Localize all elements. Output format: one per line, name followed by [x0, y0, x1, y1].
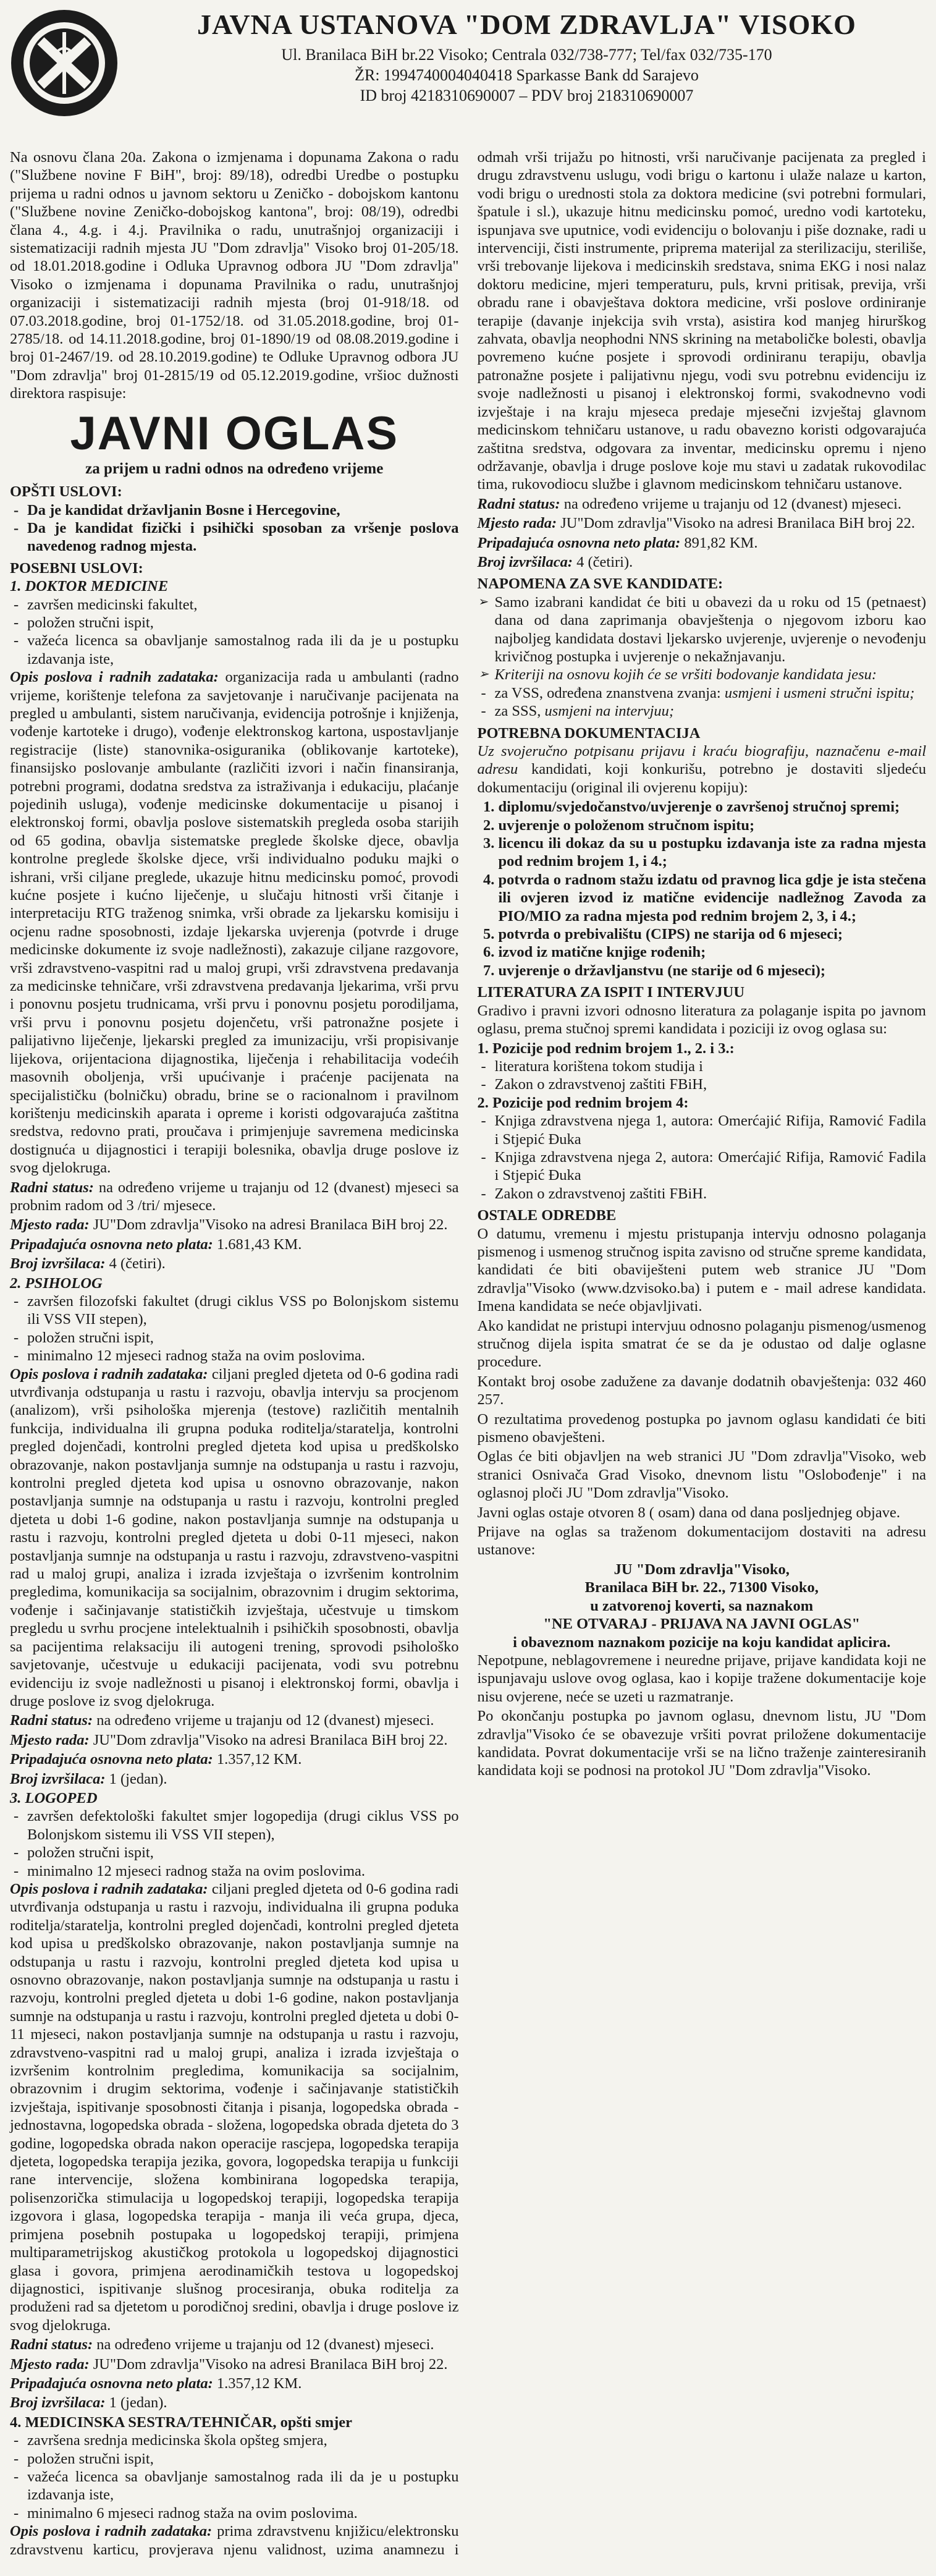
literature-intro: Gradivo i pravni izvori odnosno literatura za polaganje ispita po javnom oglasu, prema stučnoj spremi kandidata i poziciji iz ovog oglasa su: [477, 1002, 926, 1038]
list-item: 7. uvjerenje o državljanstvu (ne starije od 6 mjeseci); [499, 962, 927, 980]
paragraph: Kontakt broj osobe zadužene za davanje dodatnih obavještenja: 032 460 257. [477, 1373, 926, 1409]
address-line: JU "Dom zdravlja"Visoko, [613, 1561, 790, 1578]
general-conditions-heading: OPŠTI USLOVI: [10, 483, 122, 501]
address-line: Branilaca BiH br. 22., 71300 Visoko, [584, 1579, 819, 1596]
executor-count: Broj izvršilaca: 4 (četiri). [477, 553, 633, 570]
list-item: - položen stručni ispit, [27, 2450, 459, 2468]
net-salary: Pripadajuća osnovna neto plata: 1.357,12 KM. [10, 2375, 302, 2392]
address-line: u zatvorenoj koverti, sa naznakom [590, 1597, 814, 1614]
notes-list [478, 593, 927, 684]
list-item: - minimalno 12 mjeseci radnog staža na ovim poslovima. [27, 1347, 459, 1365]
work-status: Radni status: na određeno vrijeme u trajanju od 12 (dvanest) mjeseci. [10, 1712, 434, 1729]
list-item: - Zakon o zdravstvenoj zaštiti FBiH. [495, 1185, 927, 1203]
list-item: - literatura korištena tokom studija i [495, 1057, 927, 1075]
requirements-list [10, 596, 459, 669]
organization-bank-account: ŽR: 1994740004040418 Sparkasse Bank dd Sarajevo [355, 66, 699, 84]
literature-group-label: 2. Pozicije pod rednim brojem 4: [477, 1094, 689, 1111]
documents-intro: Uz svojeručno potpisanu prijavu i kraću biografiju, naznačenu e-mail adresu kandidati, koji konkurišu, potrebno je dostaviti sljedeću dokumentaciju (original ili ovjerenu kopiju): [477, 743, 927, 796]
list-item: - važeća licenca sa obavljanje samostalnog rada ili da je u postupku izdavanja iste, [27, 2468, 459, 2504]
list-item: - završen filozofski fakultet (drugi ciklus VSS po Bolonjskom sistemu ili VSS VII stepen), [27, 1292, 459, 1329]
work-status: Radni status: na određeno vrijeme u trajanju od 12 (dvanest) mjeseci. [477, 495, 902, 512]
paragraph: Po okončanju postupka po javnom oglasu, dnevnom listu, JU "Dom zdravlja"Visoko će se obavezuje vršiti povrat priložene dokumentacije kandidata. Povrat dokumentacije vrši se na lično traženje zainteresiranih kandidata koji se podnosi na protokol JU "Dom zdravlja"Visoko. [477, 1708, 926, 1779]
literature-list [478, 1057, 927, 1094]
duties: Opis poslova i radnih zadataka: prima zdravstvenu knjižicu/elektronsku zdravstvenu karticu, provjerava njenu validnost, uzima anamnezu i odmah vrši trijažu po hitnosti, vrši naručivanje pacijenata za pregled i drugu zdravstvenu uslugu, vodi brigu o kartonu i ulaže nalaze u karton, vodi brigu o urednosti stola za doktora medicine (svi potrebni formulari, špatule i sl.), ukazuje hitnu medicinsku pomoć, uredno vodi kartoteku, ispunjava sve uputnice, vodi evidenciju o bolovanju i piše doznake, radi u intervenciji, čisti instrumente, pripremа materijal za sterilizaciju, steriliše, vrši trebovanje lijekova i medicinskih sredstava, snima EKG i nosi nalaz doktoru medicine, mjeri temperaturu, puls, krvni pritisak, previja, vrši obradu rane i obavještava doktora medicine, vrši poslove ordiniranje terapije (davanje injekcija svih vrsta), asistira kod manjeg hirurškog zahvata, obavlja neophodni NNS skrining na metaboličke bolesti, obavlja povremeno kućne posjete i sprovodi ordiniranu terapiju, obavlja patronažne posjete i palijativnu njegu, vodi svu potrebnu evidenciju iz svoje nadležnosti u pisanoj i elektronskoj formi, svakodnevno vodi izvještaje i na kraju mjeseca predaje mjesečni izvještaj glavnom medicinskom tehničaru ustanove, u radu obavezno koristi odgovarajuća zaštitna sredstva, odgovara za inventar, medicinsku opremu i njeno održavanje, obavlja i druge poslove koje mu stavi u zadatak rukovodilac tima, rukovodiocu službe i glavnom medicinskom tehničaru ustanove. [10, 149, 926, 2558]
position-title: 1. DOKTOR MEDICINE [10, 578, 169, 595]
notes-heading: NAPOMENA ZA SVE KANDIDATE: [477, 575, 723, 593]
work-place: Mjesto rada: JU"Dom zdravlja"Visoko na adresi Branilaca BiH broj 22. [477, 515, 915, 532]
list-item: - minimalno 12 mjeseci radnog staža na ovim poslovima. [27, 1862, 459, 1880]
paragraph: Prijave na oglas sa traženom dokumentacijom dostaviti na adresu ustanove: [477, 1523, 926, 1559]
paragraph: Oglas će biti objavljen na web stranici JU "Dom zdravlja"Visoko, web stranici Osnivača Grad Visoko, dnevnom listu "Oslobođenje" i na oglasnoj ploči JU "Dom zdravlja"Visoko. [477, 1448, 926, 1502]
list-item: - za SSS, usmjeni na intervjuu; [495, 702, 927, 720]
dom-zdravlja-logo-icon [9, 7, 120, 119]
net-salary: Pripadajuća osnovna neto plata: 1.357,12 KM. [10, 1751, 302, 1768]
requirements-list [10, 1292, 459, 1365]
organization-name: JAVNA USTANOVA "DOM ZDRAVLJA" VISOKO [197, 9, 856, 40]
requirements-list [10, 1807, 459, 1880]
paragraph: O datumu, vremenu i mjestu pristupanja intervju odnosno polaganja pismenog i usmenog stručnog ispita zavisno od stručne spreme kandidata, kandidati će biti obaviješteni putem web stranice JU "Dom zdravlja"Visoko (www.dzvisoko.ba) i putem e - mail adrese kandidata. Imena kandidata se neće objavljivati. [477, 1225, 926, 1315]
position-doctor [10, 577, 459, 1273]
literature-list [478, 1112, 927, 1203]
organization-info [130, 9, 924, 106]
organization-address: Ul. Branilaca BiH br.22 Visoko; Centrala 032/738-777; Tel/fax 032/735-170 [281, 46, 772, 64]
list-item: - Knjiga zdravstvena njega 2, autora: Omerćajić Rifija, Ramović Fadila i Stjepić Đuka [495, 1148, 927, 1185]
special-conditions-heading: POSEBNI USLOVI: [10, 559, 143, 577]
position-title: 3. LOGOPED [10, 1789, 98, 1807]
article-body [10, 148, 926, 2566]
documents-list [478, 798, 927, 980]
list-item: 2. uvjerenje o položenom stručnom ispitu; [499, 816, 927, 834]
criteria-list [478, 684, 927, 721]
paragraph: O rezultatima provedenog postupka po javnom oglasu kandidati će biti pismeno obavješteni. [477, 1410, 926, 1446]
paragraph: Ako kandidat ne pristupi intervjuu odnosno polaganju pismenog/usmenog stručnog dijela ispita smatrat će se da je odustao od dalje oglasne procedure. [477, 1317, 926, 1371]
executor-count: Broj izvršilaca: 4 (četiri). [10, 1255, 166, 1273]
literature-heading: LITERATURA ZA ISPIT I INTERVJUU [477, 984, 745, 1001]
duties: Opis poslova i radnih zadataka: organizacija rada u ambulanti (radno vrijeme, korištenje telefona za savjetovanje i naručivanje pacijenata na pregled u ambulanti, sistem naručivanja, evidencija potrošnje i knjiženja, vođenje kartoteke i drugo), vođenje elektronskog kartona, uspostavljanje registracije (liste) stanovnika-osiguranika (oblikovanje kartoteke), finansijsko poslovanje ambulante (različiti izvori i način finansiranja, potrebni programi, dodatna sredstva za istraživanja i edukaciju, plaćanje pojedinih usluga), vođenje medicinske dokumentacije u pisanoj i elektronskoj formi, obavlja poslove sistematskih pregleda osoba starijih od 65 godina, obavlja sistematske preglede školske djece, obavlja kontrolne preglede školske djece, vrši individualno poduku majki o ishrani, vrši ciljane preglede, ukazuje hitnu medicinsku pomoć, provodi kućne posjete i kućno liječenje, u slučaju hitnosti vrši čitanje i interpretaciju RTG traženog snimka, vrši obrade za ljekarsku komisiju i ocjenu radne sposobnosti, izdaje ljekarska uvjerenja (potvrde i druge medicinske dokumente iz svoje nadležnosti), zakazuje ciljane razgovore, vrši zdravstveno-vaspitni rad u maloj grupi, vrši zdravstvena predavanja za medicinske tehničare, vrši zdravstvena predavanja ljekarima, vrši prvu i ponovnu posjetu trudnicama, vrši prvu i ponovnu posjetu porodiljama, vrši prvu i ponovnu posjetu dojenčetu, vrši patronažne posjete i palijativno liječenje, ljekarski pregled za imunizaciju, vrši propisivanje lijekova, orijentaciona dijagnostika, liječenja i rehabilitacija vodećih masovnih oboljenja, vrši upućivanje i praćenje pacijenata na specijalističku (bolničku) obradu, brine se o racionalnom i pravilnom korištenju medicinskih aparata i opreme i koristi odgovarajuća zaštitna sredstva, redovno prati, proučava i primjenjuje savremena medicinska dostignuća u dijagnostici i terapiji bolesnika, obavlja druge poslove iz svog djelokruga. [10, 669, 459, 1177]
letterhead [0, 0, 936, 148]
list-item: 1. diplomu/svjedočanstvo/uvjerenje o završenoj stručnoj spremi; [499, 798, 927, 816]
position-speech-therapist [10, 1789, 459, 2412]
literature-group-label: 1. Pozicije pod rednim brojem 1., 2. i 3.: [477, 1040, 735, 1057]
list-item: 4. potvrda o radnom stažu izdatu od pravnog lica gdje je ista stečena ili ovjeren izvod iz matične evidencije nadležnog Zavoda za PIO/MIO za radna mjesta pod rednim brojem 2, 3, i 4.; [499, 871, 927, 925]
list-item: ➢ Samo izabrani kandidat će biti u obavezi da u roku od 15 (petnaest) dana od dana zaprimanja obavještenja o njegovom izboru kao najboljeg kandidata dostavi ljekarsko uvjerenje, uvjerenje o nevođenju krivičnog postupka i uvjerenje o nekažnjavanju. [495, 593, 927, 666]
executor-count: Broj izvršilaca: 1 (jedan). [10, 1770, 167, 1787]
address-line: "NE OTVARAJ - PRIJAVA NA JAVNI OGLAS" [543, 1616, 861, 1633]
list-item: 5. potvrda o prebivalištu (CIPS) ne starija od 6 mjeseci; [499, 925, 927, 943]
position-title: 4. MEDICINSKA SESTRA/TEHNIČAR, opšti smjer [10, 2413, 353, 2431]
position-title: 2. PSIHOLOG [10, 1274, 103, 1292]
duties: Opis poslova i radnih zadataka: ciljani pregled djeteta od 0-6 godina radi utvrđivanja odstupanja u rastu i razvoju, individualna ili grupna poduka roditelja/staratelja, kontrolni pregled dojenčadi, kontrolni pregled djeteta kod upisa u predškolsko obrazovanje, nakon postavljanja sumnje na odstupanja u rastu i razvoju, kontrolni pregled djeteta kod upisa u osnovno obrazovanje, nakon postavljanja sumnje na odstupanja u rastu i razvoju, kontrolni pregled djeteta u dobi 1-6 godine, nakon postavljanja sumnje na odstupanja u rastu i razvoju, kontrolni pregled djeteta u dobi 0-11 mjeseci, nakon postavljanja sumnje na odstupanja u rastu i razvoju, zdravstveno-vaspitni rad u maloj grupi, analiza i izrada izvještaja o izvršenim kontrolnim pregledima, komunikacija sa socijalnim, obrazovnim i drugim sektorima, vođenje i sačinjavanje statističkih izvještaja, ispitivanje sposobnosti čitanja i pisanja, logopedska obrada - jednostavna, logopedska obrada - složena, logopedska obrada djeteta do 3 godine, logopedska obrada nakon operacije rascjepa, logopedska terapija djeteta, logopedska terapija jezika, govora, logopedska terapija u funkciji rane intervencije, složena kombinirana logopedska terapija, polisenzorička stimulacija u logopedskoj terapiji, logopedska terapija izgovora i glasa, logopedska terapija - manja ili veća grupa, djeca, primjena posebnih postupaka u logopedskoj terapiji, primjena multiparametrijskog akustičkog protokola u logopedskoj dijagnostici glasa i govora, primjena aerodinamičkih testova u logopedskoj dijagnostici, ispitivanje slušnog procesiranja, obuka roditelja za produženi rad sa djetetom u porodičnoj sredini, obavlja i druge poslove iz svog djelokruga. [10, 1880, 459, 2334]
work-status: Radni status: na određeno vrijeme u trajanju od 12 (dvanest) mjeseci. [10, 2336, 434, 2354]
net-salary: Pripadajuća osnovna neto plata: 891,82 KM. [477, 534, 758, 551]
work-place: Mjesto rada: JU"Dom zdravlja"Visoko na adresi Branilaca BiH broj 22. [10, 2355, 448, 2373]
list-item: 3. licencu ili dokaz da su u postupku izdavanja iste za radna mjesta pod rednim brojem 1, i 4.; [499, 834, 927, 871]
list-item: - završen defektološki fakultet smjer logopedija (drugi ciklus VSS po Bolonjskom sistemu ili VSS VII stepen), [27, 1807, 459, 1844]
list-item: - položen stručni ispit, [27, 1844, 459, 1862]
list-item: - važeća licenca sa obavljanje samostalnog rada ili da je u postupku izdavanja iste, [27, 632, 459, 668]
executor-count: Broj izvršilaca: 1 (jedan). [10, 2394, 167, 2412]
address-line: i obaveznom naznakom pozicije na koju kandidat aplicira. [513, 1633, 891, 1651]
work-place: Mjesto rada: JU"Dom zdravlja"Visoko na adresi Branilaca BiH broj 22. [10, 1216, 448, 1234]
work-place: Mjesto rada: JU"Dom zdravlja"Visoko na adresi Branilaca BiH broj 22. [10, 1731, 448, 1748]
documents-heading: POTREBNA DOKUMENTACIJA [477, 724, 701, 742]
list-item: - Zakon o zdravstvenoj zaštiti FBiH, [495, 1075, 927, 1093]
list-item: - Da je kandidat državljanin Bosne i Hercegovine, [27, 501, 459, 519]
list-item: - za VSS, određena znanstvena zvanja: usmjeni i usmeni stručni ispitu; [495, 684, 927, 702]
list-item: - Da je kandidat fizički i psihički sposoban za vršenje poslova navedenog radnog mjesta. [27, 519, 459, 556]
list-item: - položen stručni ispit, [27, 1329, 459, 1347]
duties: Opis poslova i radnih zadataka: ciljani pregled djeteta od 0-6 godina radi utvrđivanja odstupanja u rastu i razvoju, obavlja intervju sa procjenom (analizom), vrši psihološka mjerenja (testove) različitih mentalnih funkcija, individualna ili grupna poduka roditelja/staratelja, kontrolni pregled dojenčadi, kontrolni pregled djeteta kod upisa u predškolsko obrazovanje, nakon postavljanja sumnje na odstupanja u rastu i razvoju, kontrolni pregled djeteta kod upisa u osnovno obrazovanje, nakon postavljanja sumnje na odstupanja u rastu i razvoju, kontrolni pregled djeteta u dobi 1-6 godine, nakon postavljanja sumnje na odstupanja u rastu i razvoju, kontrolni pregled djeteta u dobi 0-11 mjeseci, nakon postavljanja sumnje na odstupanja u rastu i razvoju, zdravstveno-vaspitni rad u maloj grupi, analiza i izrada izvještaja o izvršenim kontrolnim pregledima, komunikacija sa socijalnim, obrazovnim i drugim sektorima, vođenje i sačinjavanje statističkih izvještaja, učestvuje u timskom pregledu u svrhu procjene intelektualnih i psihičkih sposobnosti, obavlja sa pacijentima relaksaciju ili autogeni trening, sprovodi psihološko savjetovanje, učestvuje u edukaciji pacijenata, vodi svu potrebnu evidenciju iz svoje nadležnosti u pisanoj i elektronskoj formi, obavlja i druge poslove iz svog djelokruga. [10, 1365, 459, 1710]
list-item: - završena srednja medicinska škola opšteg smjera, [27, 2431, 459, 2449]
list-item: - minimalno 6 mjeseci radnog staža na ovim poslovima. [27, 2504, 459, 2522]
list-item: ➢ Kriteriji na osnovu kojih će se vršiti bodovanje kandidata jesu: [495, 666, 927, 684]
announcement-subtitle: za prijem u radni odnos na određeno vrijeme [85, 460, 384, 477]
submission-address [478, 1561, 927, 1651]
paragraph: Javni oglas ostaje otvoren 8 ( osam) dana od dana posljednjeg objave. [477, 1504, 900, 1521]
announcement-title: JAVNI OGLAS [70, 407, 399, 460]
intro-paragraph: Na osnovu člana 20a. Zakona o izmjenama i dopunama Zakona o radu ("Službene novine F BiH", broj: 89/18), odredbi Uredbe o postupku prijema u radni odnos u javnom sektoru u Zeničko - dobojskom kantonu ("Službene novine Zeničko-dobojskog kantona", broj: 08/19), odredbi člana 4., 4.g. i 4.j. Pravilnika o radu, unutrašnjoj organizaciji i sistematizaciji radnih mjesta JU "Dom zdravlja" Visoko broj 01-205/18. od 18.01.2018.godine i Odluka Upravnog odbora JU "Dom zdravlja" Visoko o izmjenama i dopunama Pravilnika o radu, unutrašnjoj organizaciji i sistematizaciji radnih mjesta (broj 01-918/18. od 07.03.2018.godine, broj 01-1752/18. od 31.05.2018.godine, broj 01-2785/18. od 14.11.2018.godine, broj 01-1890/19 od 08.08.2019.godine i broj 01-2467/19. od 28.10.2019.godine) te Odluke Upravnog odbora JU "Dom zdravlja" broj 01-2815/19 od 05.12.2019.godine, vršioc dužnosti direktora raspisuje: [10, 149, 459, 402]
other-provisions-heading: OSTALE ODREDBE [477, 1207, 617, 1224]
organization-ids: ID broj 4218310690007 – PDV broj 218310690007 [360, 87, 694, 104]
list-item: 6. izvod iz matične knjige rođenih; [499, 943, 927, 961]
requirements-list [10, 2431, 459, 2522]
paragraph: Nepotpune, neblagovremene i neuredne prijave, prijave kandidata koji ne ispunjavaju uslove ovog oglasa, kao i kopije tražene dokumentacije koje nisu ovjerene, neće se uzeti u razmatranje. [477, 1651, 926, 1705]
position-psychologist [10, 1274, 459, 1788]
list-item: - Knjiga zdravstvena njega 1, autora: Omerćajić Rifija, Ramović Fadila i Stjepić Đuka [495, 1112, 927, 1148]
list-item: - završen medicinski fakultet, [27, 596, 459, 614]
general-conditions-list [10, 501, 459, 556]
list-item: - položen stručni ispit, [27, 614, 459, 632]
net-salary: Pripadajuća osnovna neto plata: 1.681,43 KM. [10, 1235, 302, 1253]
work-status: Radni status: na određeno vrijeme u trajanju od 12 (dvanest) mjeseci sa probnim radom od 3 /tri/ mjesece. [10, 1179, 459, 1214]
